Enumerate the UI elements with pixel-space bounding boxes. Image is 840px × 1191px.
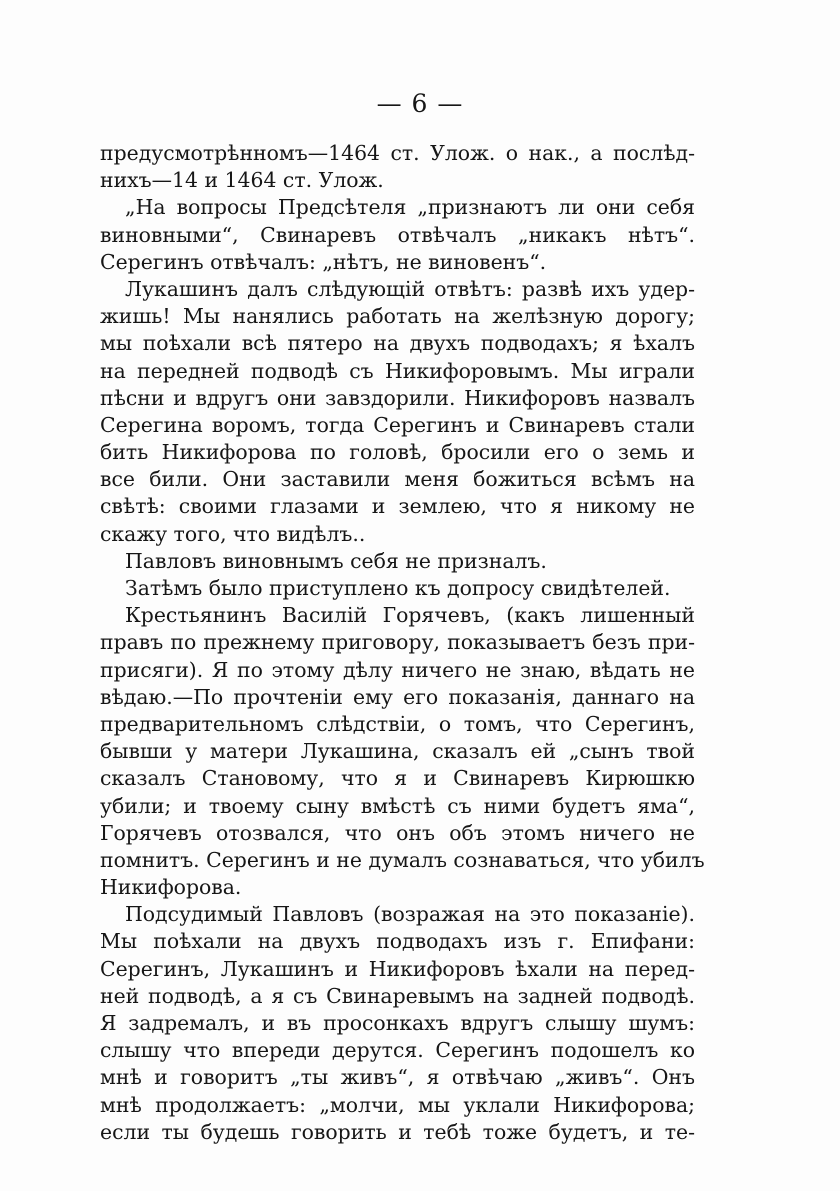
body-text (100, 140, 705, 1146)
text-line: Серегинъ, Лукашинъ и Никифоровъ ѣхали на перед- (100, 956, 695, 981)
text-line: „На вопросы Предсѣтеля „признаютъ ли они себя (125, 195, 695, 220)
text-line: вѣдаю.—По прочтеніи ему его показанія, даннаго на (100, 684, 695, 709)
text-line: слышу что впереди дерутся. Серегинъ подошелъ ко (100, 1038, 695, 1063)
text-line: Подсудимый Павловъ (возражая на это показаніе). (125, 902, 695, 927)
text-line: скажу того, что видѣлъ.. (100, 521, 366, 546)
text-line: на передней подводѣ съ Никифоровымъ. Мы играли (100, 358, 695, 383)
text-line: предварительномъ слѣдствіи, о томъ, что Серегинъ, (100, 711, 695, 736)
text-line: присяги). Я по этому дѣлу ничего не знаю, вѣдать не (100, 657, 695, 682)
text-line: пѣсни и вдругъ они завздорили. Никифоровъ назвалъ (100, 385, 695, 410)
text-line: если ты будешь говорить и тебѣ тоже будетъ, и те- (100, 1119, 695, 1144)
text-line: все били. Они заставили меня божиться всѣмъ на (100, 467, 695, 492)
text-line: Серегина воромъ, тогда Серегинъ и Свинаревъ стали (100, 412, 695, 437)
text-line: предусмотрѣнномъ—1464 ст. Улож. о нак., а послѣд- (100, 141, 695, 165)
text-line: Серегинъ отвѣчалъ: „нѣтъ, не виновенъ“. (100, 249, 547, 274)
text-line: убили; и твоему сыну вмѣстѣ съ ними будетъ яма“, (100, 793, 695, 818)
text-line: Затѣмъ было приступлено къ допросу свидѣтелей. (125, 576, 671, 600)
text-line: помнитъ. Серегинъ и не думалъ сознаваться, что убилъ (100, 847, 705, 872)
text-line: бить Никифорова по головѣ, бросили его о земь и (100, 440, 695, 465)
text-line: мнѣ продолжаетъ: „молчи, мы уклали Никифорова; (100, 1092, 695, 1117)
text-line: виновными“, Свинаревъ отвѣчалъ „никакъ нѣтъ“. (100, 222, 695, 247)
text-line: ней подводѣ, а я съ Свинаревымъ на задней подводѣ. (100, 983, 695, 1008)
text-line: Крестьянинъ Василій Горячевъ, (какъ лишенный (125, 603, 695, 628)
text-line: Горячевъ отозвался, что онъ объ этомъ ничего не (100, 820, 695, 845)
page-number: — 6 — (376, 89, 464, 118)
text-line: нихъ—14 и 1464 ст. Улож. (100, 168, 384, 193)
text-line: жишь! Мы нанялись работать на желѣзную дорогу; (100, 304, 695, 329)
text-line: сказалъ Становому, что я и Свинаревъ Кирюшкю (100, 766, 695, 791)
text-line: правъ по прежнему приговору, показываетъ безъ при- (100, 630, 695, 655)
text-line: свѣтѣ: своими глазами и землею, что я никому не (100, 494, 695, 519)
text-line: Мы поѣхали на двухъ подводахъ изъ г. Епифани: (100, 929, 695, 954)
text-line: Никифорова. (100, 875, 242, 900)
text-line: мнѣ и говоритъ „ты живъ“, я отвѣчаю „живъ“. Онъ (100, 1065, 695, 1090)
text-line: Лукашинъ далъ слѣдующій отвѣтъ: развѣ ихъ удер- (125, 276, 695, 301)
text-line: Павловъ виновнымъ себя не призналъ. (125, 548, 547, 573)
text-line: бывши у матери Лукашина, сказалъ ей „сынъ твой (100, 739, 695, 764)
text-line: мы поѣхали всѣ пятеро на двухъ подводахъ; я ѣхалъ (100, 331, 695, 356)
text-line: Я задремалъ, и въ просонкахъ вдругъ слышу шумъ: (100, 1011, 695, 1035)
